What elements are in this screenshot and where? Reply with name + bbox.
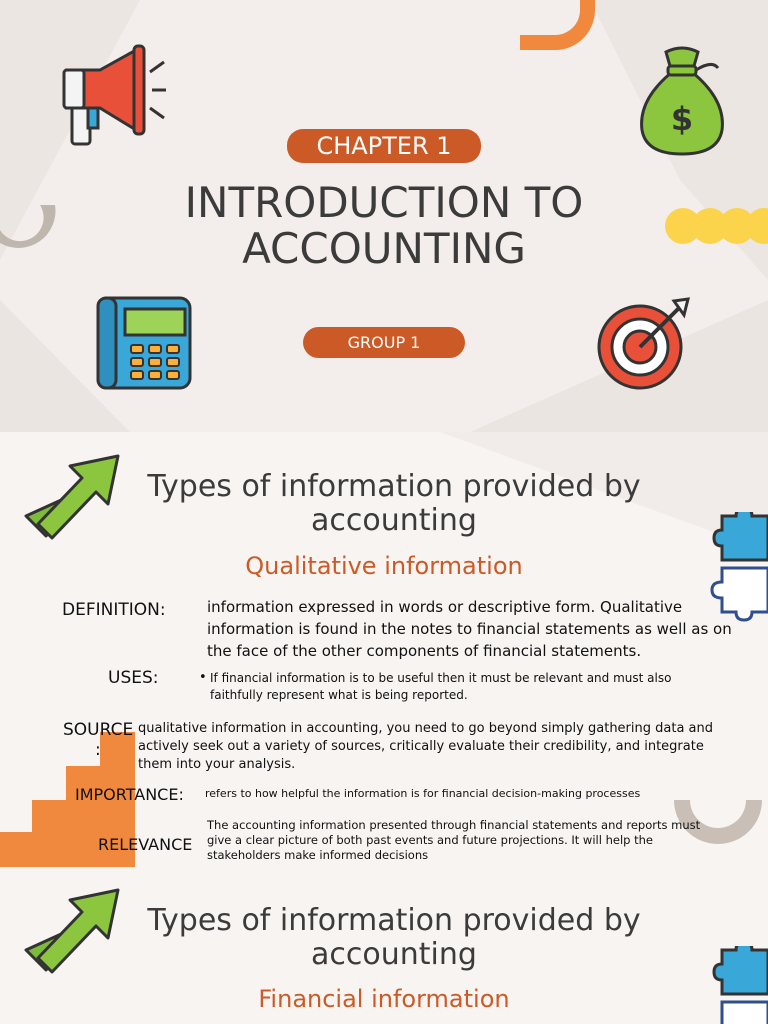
heading-line-1: Types of information provided by (147, 469, 641, 504)
page-title (100, 180, 668, 272)
financial-slide (0, 872, 768, 1024)
calculator-icon (95, 295, 195, 391)
title-slide (0, 0, 768, 432)
puzzle-icon (706, 946, 768, 1024)
megaphone-icon (60, 42, 170, 150)
section-heading (120, 470, 668, 538)
yellow-dots-decoration (662, 205, 768, 247)
qualitative-slide (0, 432, 768, 872)
definition-label: DEFINITION: (62, 600, 166, 620)
heading-line-1: Types of information provided by (147, 903, 641, 938)
gray-arc-decoration (0, 195, 60, 250)
target-icon (596, 297, 694, 393)
orange-arc-decoration (510, 0, 610, 70)
growth-arrow-icon (22, 452, 126, 546)
section-heading (120, 904, 668, 972)
heading-line-2: accounting (311, 937, 477, 972)
chapter-badge: CHAPTER 1 (287, 129, 481, 163)
relevance-text: The accounting information presented through financial statements and reports must give a clear picture of both past events and future projections. It will help the stakeholders make informed decisions (207, 818, 701, 862)
section-subheading: Financial information (258, 985, 510, 1013)
section-subheading: Qualitative information (245, 552, 523, 580)
importance-text: refers to how helpful the information is for financial decision-making processes (205, 787, 641, 800)
svg-text:$: $ (670, 100, 694, 138)
source-label (63, 720, 133, 760)
money-bag-icon (632, 40, 732, 158)
uses-text: If financial information is to be useful then it must be relevant and must also faithfully represent what is being reported. (210, 671, 672, 702)
source-label-line-2: : (95, 740, 101, 760)
relevance-label: RELEVANCE (98, 835, 193, 854)
definition-text: information expressed in words or descriptive form. Qualitative information is found in the notes to financial statements as well as on the face of the other components of financial statements. (207, 598, 732, 660)
importance-label: IMPORTANCE: (75, 785, 184, 804)
source-label-line-1: SOURCE (63, 720, 134, 740)
growth-arrow-icon (22, 886, 126, 980)
title-line-2: ACCOUNTING (242, 224, 526, 273)
title-line-1: INTRODUCTION TO (184, 178, 584, 227)
uses-bullet: • (199, 670, 207, 685)
group-badge: GROUP 1 (303, 327, 465, 358)
heading-line-2: accounting (311, 503, 477, 538)
source-text: qualitative information in accounting, you need to go beyond simply gathering data and actively seek out a variety of sources, critically evaluate their credibility, and integrate them into your analysis. (138, 721, 714, 772)
uses-label: USES: (108, 668, 159, 688)
